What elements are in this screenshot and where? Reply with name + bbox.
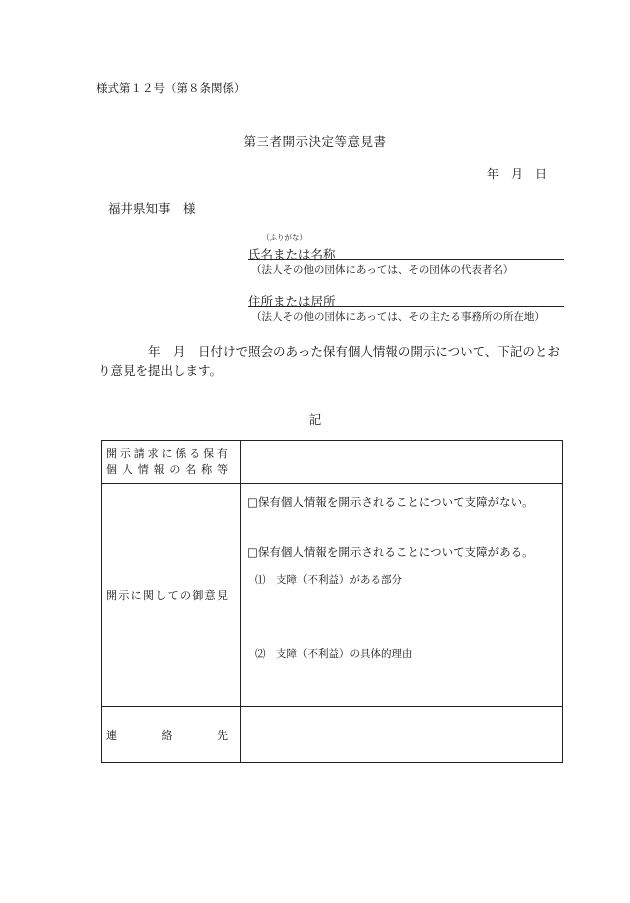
table-row (102, 707, 563, 763)
name-label: 氏名または名称 (248, 247, 336, 262)
address-note: （法人その他の団体にあっては、その主たる事務所の所在地） (251, 311, 545, 323)
ki-heading: 記 (308, 412, 322, 427)
opinion-label-cell (102, 484, 241, 707)
document-title: 第三者開示決定等意見書 (243, 134, 387, 149)
form-number: 様式第１２号（第８条関係） (96, 81, 246, 95)
statement-text: 年 月 日付けで照会のあった保有個人情報の開示について、下記のとおり意見を提出します。 (98, 344, 560, 378)
info-name-label-cell (102, 441, 241, 484)
date-field: 年 月 日 (487, 167, 548, 181)
name-note: （法人その他の団体にあっては、その団体の代表者名） (251, 264, 514, 276)
contact-label-cell (102, 707, 241, 763)
addressee: 福井県知事 様 (108, 201, 196, 216)
info-name-label-line2: 個人情報の名称等 (106, 463, 228, 476)
info-name-label-line1: 開示請求に係る保有 (106, 447, 228, 460)
sub-item-1: ⑴ 支障（不利益）がある部分 (255, 574, 402, 586)
table-row (102, 484, 563, 707)
table-row (102, 441, 563, 484)
info-name-value-cell[interactable] (241, 441, 563, 484)
contact-label: 連 絡 先 (106, 728, 228, 742)
option-no-objection[interactable]: □保有個人情報を開示されることについて支障がない。 (247, 495, 534, 509)
address-field-line[interactable] (248, 306, 564, 307)
address-label: 住所または居所 (248, 294, 336, 309)
sub-item-2: ⑵ 支障（不利益）の具体的理由 (255, 648, 413, 660)
opinion-label: 開示に関しての御意見 (106, 589, 228, 602)
option-objection[interactable]: □保有個人情報を開示されることについて支障がある。 (247, 545, 534, 559)
name-field-line[interactable] (248, 259, 564, 260)
furigana-label: （ふりがな） (262, 233, 307, 242)
contact-value-cell[interactable] (241, 707, 563, 763)
opinion-value-cell[interactable] (241, 484, 563, 707)
opinion-table (101, 440, 563, 763)
